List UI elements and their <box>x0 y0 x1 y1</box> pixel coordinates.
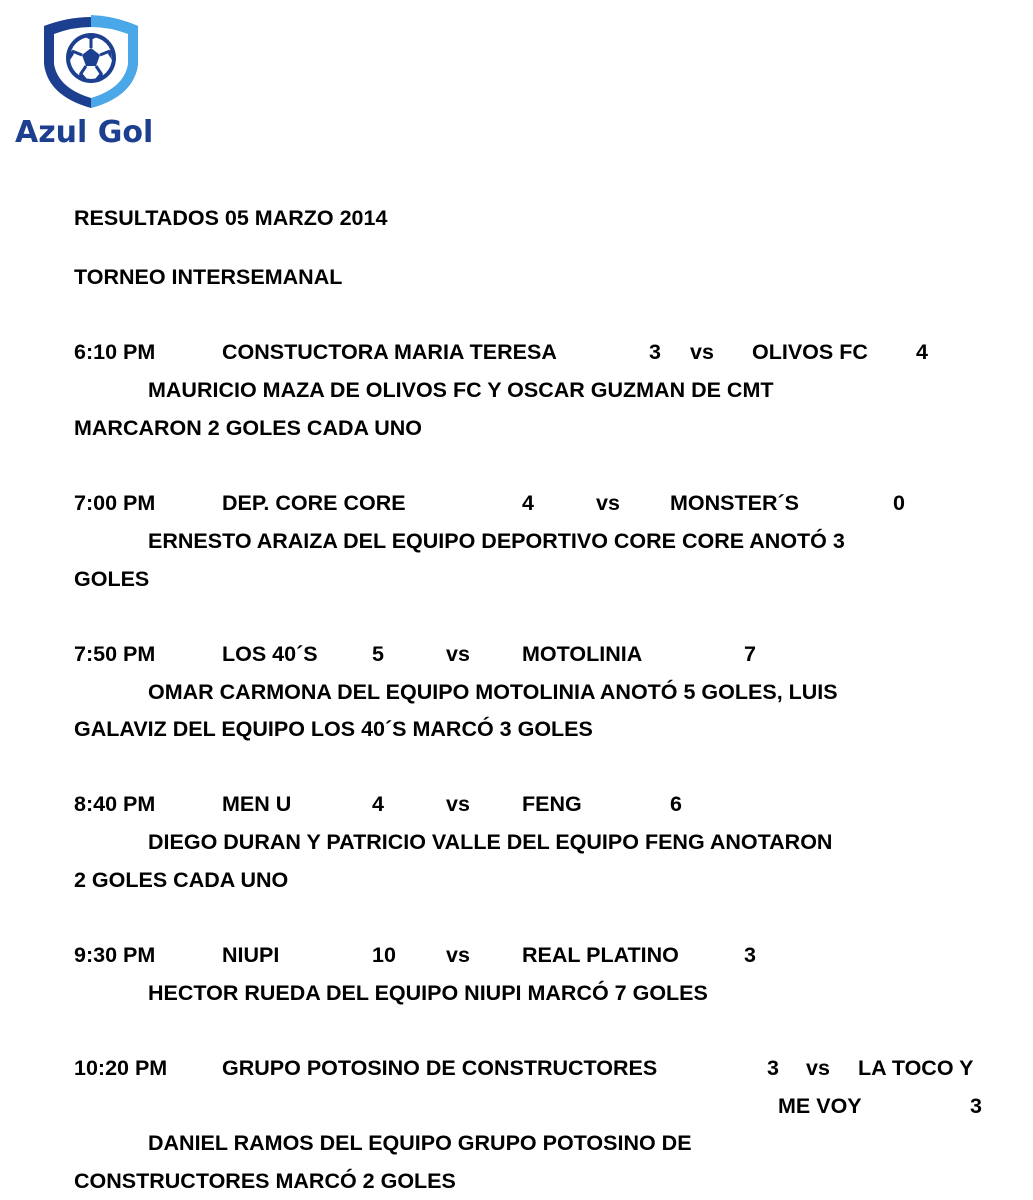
match-note-cont: GOLES <box>74 567 150 591</box>
home-score: 3 <box>767 1056 779 1080</box>
match-time: 6:10 PM <box>74 340 156 364</box>
home-score: 5 <box>372 642 384 666</box>
match-time: 7:00 PM <box>74 491 156 515</box>
away-score: 4 <box>916 340 928 364</box>
match-note: OMAR CARMONA DEL EQUIPO MOTOLINIA ANOTÓ 5 GOLES, LUIS <box>148 680 838 704</box>
match-time: 7:50 PM <box>74 642 156 666</box>
away-score: 3 <box>744 943 756 967</box>
vs-label: vs <box>446 792 470 816</box>
home-score: 3 <box>649 340 661 364</box>
match-time: 9:30 PM <box>74 943 156 967</box>
home-score: 4 <box>372 792 384 816</box>
home-score: 4 <box>522 491 534 515</box>
match-note-cont: GALAVIZ DEL EQUIPO LOS 40´S MARCÓ 3 GOLES <box>74 717 593 741</box>
away-team: FENG <box>522 792 582 816</box>
away-score: 6 <box>670 792 682 816</box>
home-team: MEN U <box>222 792 292 816</box>
home-team: NIUPI <box>222 943 280 967</box>
match-note-cont: MARCARON 2 GOLES CADA UNO <box>74 416 422 440</box>
match-note: MAURICIO MAZA DE OLIVOS FC Y OSCAR GUZMAN DE CMT <box>148 378 774 402</box>
home-team: LOS 40´S <box>222 642 318 666</box>
home-score: 10 <box>372 943 396 967</box>
brand-name: Azul Gol <box>15 115 154 150</box>
away-team-cont: ME VOY <box>778 1094 862 1118</box>
away-team: LA TOCO Y <box>858 1056 974 1080</box>
match-note: DIEGO DURAN Y PATRICIO VALLE DEL EQUIPO FENG ANOTARON <box>148 830 833 854</box>
match-note: DANIEL RAMOS DEL EQUIPO GRUPO POTOSINO DE <box>148 1131 692 1155</box>
away-team: REAL PLATINO <box>522 943 679 967</box>
vs-label: vs <box>806 1056 830 1080</box>
home-team: GRUPO POTOSINO DE CONSTRUCTORES <box>222 1056 658 1080</box>
match-note-cont: CONSTRUCTORES MARCÓ 2 GOLES <box>74 1169 456 1193</box>
shield-ball-icon <box>38 12 144 112</box>
away-score: 3 <box>970 1094 982 1118</box>
home-team: DEP. CORE CORE <box>222 491 406 515</box>
vs-label: vs <box>446 943 470 967</box>
match-note: ERNESTO ARAIZA DEL EQUIPO DEPORTIVO CORE CORE ANOTÓ 3 <box>148 529 845 553</box>
match-time: 8:40 PM <box>74 792 156 816</box>
match-note-cont: 2 GOLES CADA UNO <box>74 868 289 892</box>
tournament-name: TORNEO INTERSEMANAL <box>74 265 343 289</box>
away-team: MOTOLINIA <box>522 642 643 666</box>
away-score: 7 <box>744 642 756 666</box>
away-team: OLIVOS FC <box>752 340 868 364</box>
away-team: MONSTER´S <box>670 491 799 515</box>
page-title: RESULTADOS 05 MARZO 2014 <box>74 206 388 230</box>
vs-label: vs <box>446 642 470 666</box>
match-note: HECTOR RUEDA DEL EQUIPO NIUPI MARCÓ 7 GOLES <box>148 981 708 1005</box>
home-team: CONSTUCTORA MARIA TERESA <box>222 340 557 364</box>
vs-label: vs <box>690 340 714 364</box>
vs-label: vs <box>596 491 620 515</box>
match-time: 10:20 PM <box>74 1056 168 1080</box>
away-score: 0 <box>893 491 905 515</box>
azul-gol-logo <box>10 12 170 157</box>
